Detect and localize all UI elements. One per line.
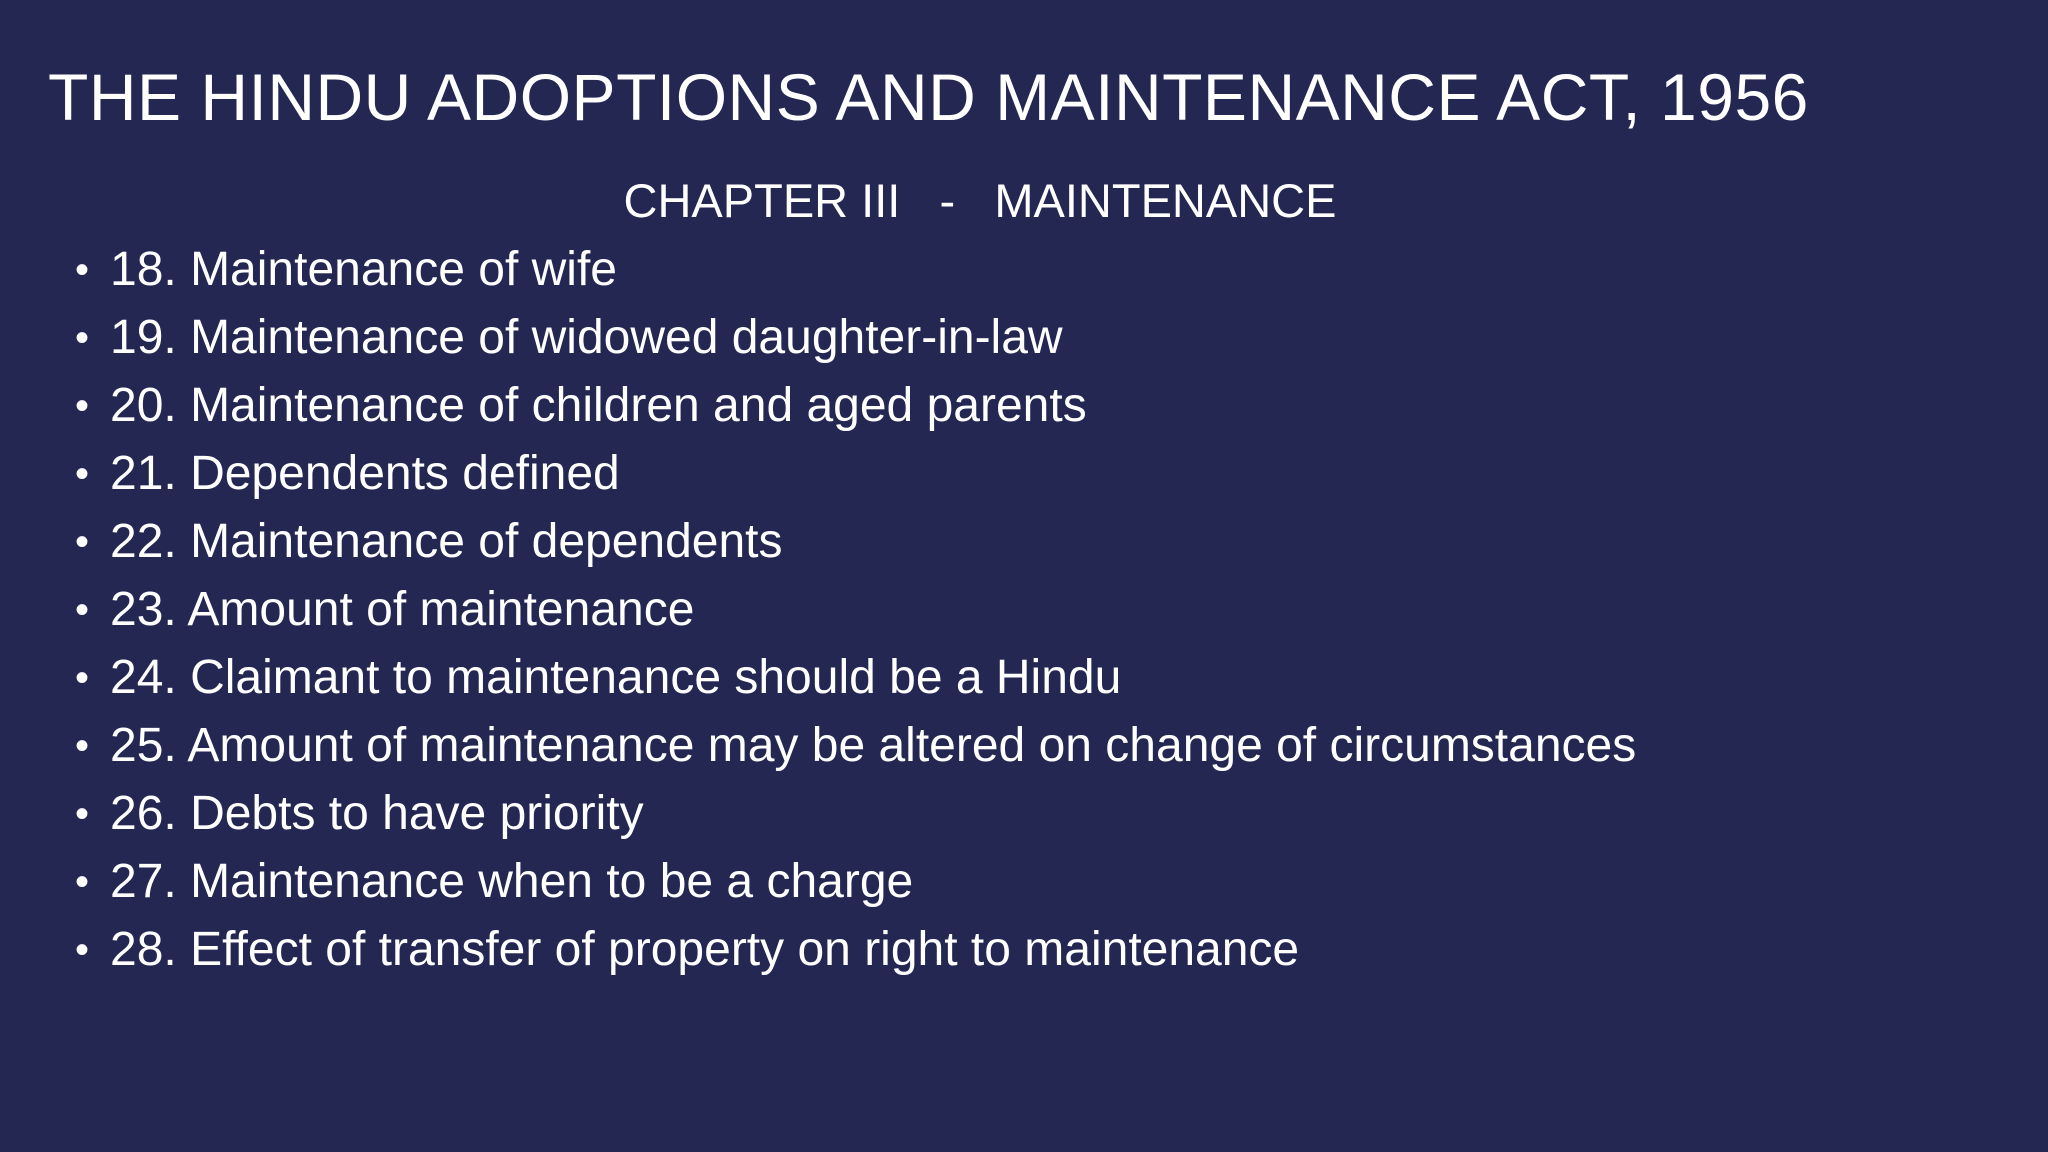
list-item — [70, 508, 1636, 576]
list-item — [70, 712, 1636, 780]
bullet-icon: • — [74, 248, 89, 292]
list-item — [70, 372, 1636, 440]
list-item — [70, 848, 1636, 916]
list-item-text: 28. Effect of transfer of property on right to maintenance — [110, 923, 1300, 976]
bullet-icon: • — [74, 384, 89, 428]
bullet-icon: • — [74, 520, 89, 564]
list-item-text: 21. Dependents defined — [110, 447, 620, 500]
list-item-text: 22. Maintenance of dependents — [110, 515, 783, 568]
list-item-text: 19. Maintenance of widowed daughter-in-law — [110, 311, 1063, 364]
list-item — [70, 644, 1636, 712]
bullet-icon: • — [74, 860, 89, 904]
list-item-text: 18. Maintenance of wife — [110, 243, 617, 296]
list-item-text: 25. Amount of maintenance may be altered on change of circumstances — [110, 719, 1637, 772]
list-item-text: 26. Debts to have priority — [110, 787, 644, 840]
list-item — [70, 440, 1636, 508]
chapter-subtitle: CHAPTER III - MAINTENANCE — [623, 174, 1337, 227]
bullet-icon: • — [74, 588, 89, 632]
list-item-text: 27. Maintenance when to be a charge — [110, 855, 914, 908]
slide-title: THE HINDU ADOPTIONS AND MAINTENANCE ACT, 1956 — [48, 60, 1809, 134]
bullet-icon: • — [74, 656, 89, 700]
list-item — [70, 304, 1636, 372]
list-item-text: 24. Claimant to maintenance should be a Hindu — [110, 651, 1122, 704]
list-item — [70, 236, 1636, 304]
bullet-icon: • — [74, 928, 89, 972]
bullet-icon: • — [74, 724, 89, 768]
list-item-text: 20. Maintenance of children and aged parents — [110, 379, 1087, 432]
list-item-text: 23. Amount of maintenance — [110, 583, 695, 636]
list-item — [70, 916, 1636, 984]
bullet-icon: • — [74, 792, 89, 836]
bullet-icon: • — [74, 452, 89, 496]
bullet-icon: • — [74, 316, 89, 360]
list-item — [70, 576, 1636, 644]
section-list — [70, 236, 1636, 984]
list-item — [70, 780, 1636, 848]
